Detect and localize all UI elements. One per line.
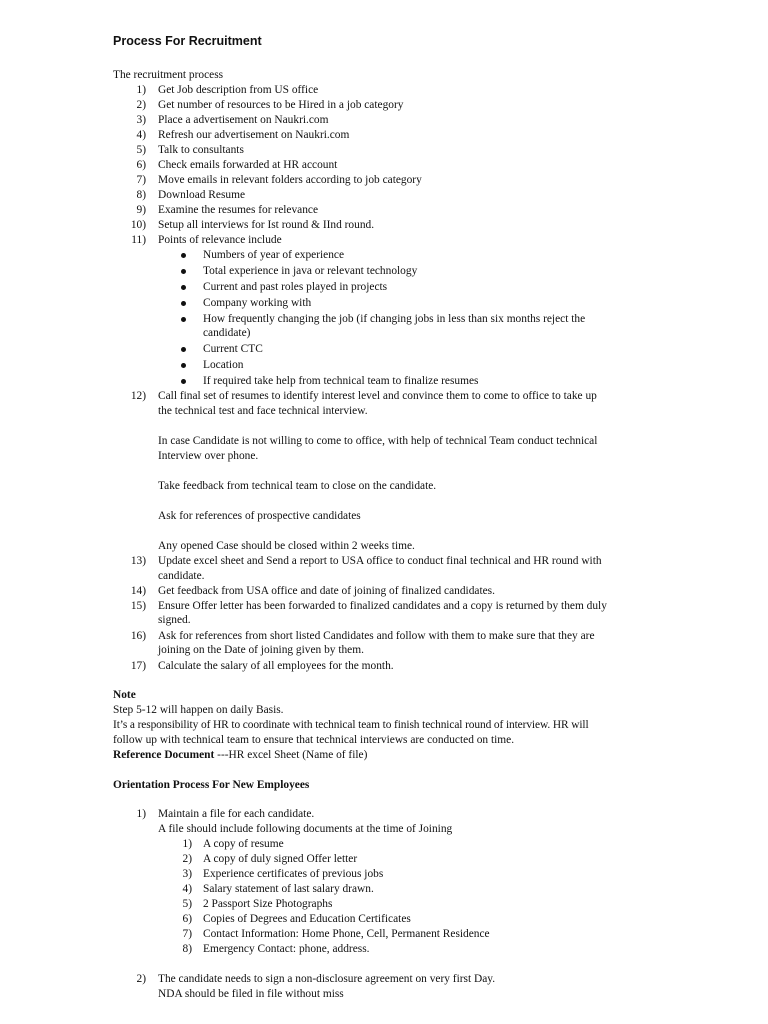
list-number: 2) bbox=[136, 99, 146, 111]
bullet-text: Current CTC bbox=[203, 343, 263, 355]
list-number: 3) bbox=[136, 114, 146, 126]
bullet-text-continued: candidate) bbox=[203, 327, 251, 339]
list-text: Experience certificates of previous jobs bbox=[203, 868, 384, 880]
reference-document bbox=[113, 748, 367, 763]
list-text: Calculate the salary of all employees for the month. bbox=[158, 660, 394, 672]
list-number: 8) bbox=[136, 189, 146, 201]
reference-value: ---HR excel Sheet (Name of file) bbox=[214, 749, 368, 761]
list-number: 5) bbox=[182, 898, 192, 910]
bullet-text: Current and past roles played in projects bbox=[203, 281, 388, 293]
list-number: 7) bbox=[136, 174, 146, 186]
list-number: 12) bbox=[130, 390, 146, 402]
bullet-text: Total experience in java or relevant technology bbox=[203, 265, 418, 277]
list-text: 2 Passport Size Photographs bbox=[203, 898, 333, 910]
list-text: Move emails in relevant folders according to job category bbox=[158, 174, 422, 186]
reference-label: Reference Document bbox=[113, 749, 215, 761]
bullet-text: Numbers of year of experience bbox=[203, 249, 345, 261]
list-text: The candidate needs to sign a non-disclosure agreement on very first Day. bbox=[158, 973, 496, 985]
list-number: 8) bbox=[182, 943, 192, 955]
list-text: Get number of resources to be Hired in a job category bbox=[158, 99, 404, 111]
note-heading: Note bbox=[113, 689, 136, 701]
list-text: Get feedback from USA office and date of joining of finalized candidates. bbox=[158, 585, 495, 597]
list-number: 14) bbox=[130, 585, 146, 597]
page-title: Process For Recruitment bbox=[113, 34, 262, 48]
list-text: Copies of Degrees and Education Certificates bbox=[203, 913, 411, 925]
list-text: Ensure Offer letter has been forwarded to finalized candidates and a copy is returned by them duly bbox=[158, 600, 607, 612]
list-text: Contact Information: Home Phone, Cell, Permanent Residence bbox=[203, 928, 490, 940]
list-number: 6) bbox=[136, 159, 146, 171]
note-text: It’s a responsibility of HR to coordinate with technical team to finish technical round of interview. HR will bbox=[113, 719, 589, 731]
list-text: Download Resume bbox=[158, 189, 245, 201]
step-paragraph-continued: Interview over phone. bbox=[158, 450, 259, 462]
section-heading: Orientation Process For New Employees bbox=[113, 779, 310, 791]
step-paragraph: Take feedback from technical team to close on the candidate. bbox=[158, 480, 437, 492]
list-text-continued: candidate. bbox=[158, 570, 205, 582]
list-text: Call final set of resumes to identify interest level and convince them to come to office to take up bbox=[158, 390, 597, 402]
list-text: Salary statement of last salary drawn. bbox=[203, 883, 374, 895]
list-number: 4) bbox=[136, 129, 146, 141]
list-text: Emergency Contact: phone, address. bbox=[203, 943, 370, 955]
list-number: 10) bbox=[130, 219, 146, 231]
list-number: 1) bbox=[136, 808, 146, 820]
list-number: 2) bbox=[136, 973, 146, 985]
list-number: 2) bbox=[182, 853, 192, 865]
list-text-continued: signed. bbox=[158, 614, 191, 626]
list-number: 9) bbox=[136, 204, 146, 216]
step-paragraph: Ask for references of prospective candidates bbox=[158, 510, 361, 522]
list-text: Ask for references from short listed Candidates and follow with them to make sure that they are bbox=[158, 630, 595, 642]
list-number: 13) bbox=[130, 555, 146, 567]
list-text-continued: the technical test and face technical interview. bbox=[158, 405, 368, 417]
list-number: 17) bbox=[130, 660, 146, 672]
note-text: Step 5-12 will happen on daily Basis. bbox=[113, 704, 284, 716]
list-text: Examine the resumes for relevance bbox=[158, 204, 319, 216]
note-text: follow up with technical team to ensure that technical interviews are conducted on time. bbox=[113, 734, 515, 746]
list-number: 1) bbox=[182, 838, 192, 850]
bullet-text: How frequently changing the job (if changing jobs in less than six months reject the bbox=[203, 313, 586, 325]
list-text: Check emails forwarded at HR account bbox=[158, 159, 338, 171]
list-text: Place a advertisement on Naukri.com bbox=[158, 114, 329, 126]
list-number: 3) bbox=[182, 868, 192, 880]
list-text-continued: joining on the Date of joining given by them. bbox=[158, 644, 364, 656]
list-text: Update excel sheet and Send a report to USA office to conduct final technical and HR round with bbox=[158, 555, 602, 567]
list-number: 16) bbox=[130, 630, 146, 642]
list-number: 11) bbox=[131, 234, 146, 246]
list-text: Talk to consultants bbox=[158, 144, 244, 156]
list-number: 4) bbox=[182, 883, 192, 895]
list-text: Points of relevance include bbox=[158, 234, 282, 246]
bullet-text: If required take help from technical team to finalize resumes bbox=[203, 375, 479, 387]
list-subtext: A file should include following documents at the time of Joining bbox=[158, 823, 453, 835]
list-number: 1) bbox=[136, 84, 146, 96]
bullet-text: Company working with bbox=[203, 297, 312, 309]
step-paragraph: Any opened Case should be closed within 2 weeks time. bbox=[158, 540, 415, 552]
list-text: Get Job description from US office bbox=[158, 84, 319, 96]
list-number: 5) bbox=[136, 144, 146, 156]
recruitment-intro: The recruitment process bbox=[113, 69, 224, 81]
list-number: 15) bbox=[130, 600, 146, 612]
list-subtext: NDA should be filed in file without miss bbox=[158, 988, 344, 1000]
list-text: A copy of resume bbox=[203, 838, 284, 850]
list-number: 6) bbox=[182, 913, 192, 925]
list-text: Setup all interviews for Ist round & IInd round. bbox=[158, 219, 375, 231]
list-text: A copy of duly signed Offer letter bbox=[203, 853, 358, 865]
bullet-text: Location bbox=[203, 359, 244, 371]
list-number: 7) bbox=[182, 928, 192, 940]
step-paragraph: In case Candidate is not willing to come to office, with help of technical Team conduct technical bbox=[158, 435, 598, 447]
list-text: Maintain a file for each candidate. bbox=[158, 808, 315, 820]
list-text: Refresh our advertisement on Naukri.com bbox=[158, 129, 350, 141]
